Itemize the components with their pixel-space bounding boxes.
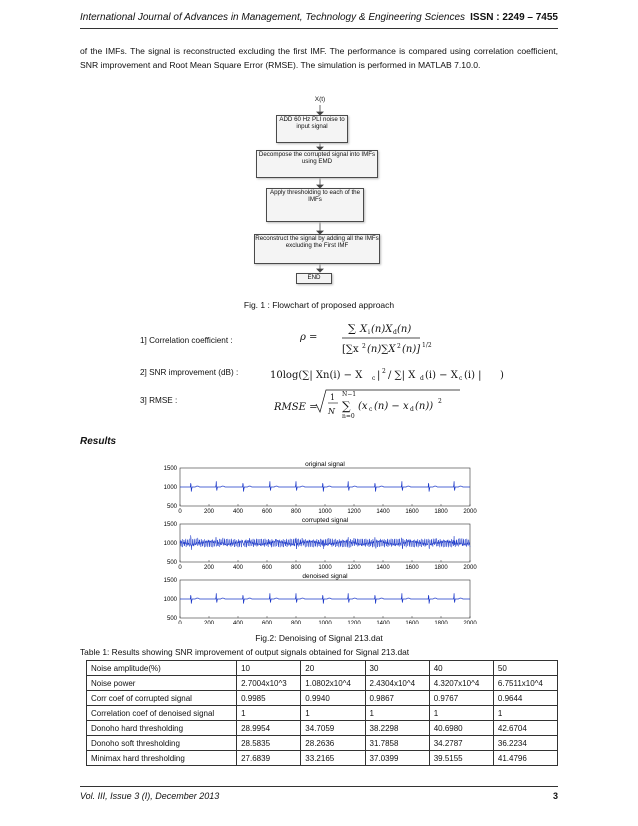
flowchart-end: END [296,273,332,284]
flowchart-step-add-noise: ADD 60 Hz PLI noise to input signal [276,115,348,143]
table-cell: 38.2298 [365,721,429,736]
svg-text:2: 2 [397,343,401,350]
y-tick-label: 500 [166,560,177,566]
x-tick-label: 1000 [318,509,332,515]
x-tick-label: 2000 [463,565,477,571]
svg-text:2: 2 [438,398,442,405]
denoising-charts [140,456,480,624]
table-cell: 4.3207x10^4 [429,676,493,691]
svg-text:|: | [377,370,381,381]
table-caption: Table 1: Results showing SNR improvement of output signals obtained for Signal 213.dat [80,647,410,657]
svg-text:N: N [328,407,335,416]
flowchart-start: X(t) [314,96,326,103]
svg-text:d: d [420,375,424,382]
header-rule [80,28,558,29]
x-tick-label: 600 [261,565,273,571]
svg-text:N−1: N−1 [342,391,357,398]
svg-text:c: c [372,375,376,382]
x-tick-label: 800 [290,509,302,515]
x-tick-label: 1400 [376,509,390,515]
x-tick-label: 1400 [376,621,390,624]
svg-text:/ ∑| X: / ∑| X [388,370,416,381]
y-tick-label: 1500 [163,522,177,528]
svg-text:(n) − x: (n) − x [374,401,409,412]
svg-text:n=0: n=0 [342,413,355,420]
table-row [87,676,558,691]
table-row-header-cell: Correlation coef of denoised signal [87,706,237,721]
table-cell: 50 [493,661,557,676]
volume-info: Vol. III, Issue 3 (I), December 2013 [80,791,220,801]
x-tick-label: 600 [261,509,273,515]
table-cell: 39.5155 [429,751,493,766]
x-tick-label: 400 [232,509,244,515]
svg-text:∑: ∑ [348,322,356,335]
x-tick-label: 200 [203,621,215,624]
table-cell: 0.9985 [237,691,301,706]
x-tick-label: 1600 [405,565,419,571]
table-row [87,706,558,721]
x-tick-label: 1200 [347,565,361,571]
table-cell: 2.4304x10^4 [365,676,429,691]
svg-text:(n)∑X: (n)∑X [367,344,396,355]
svg-text:10log(∑| Xn(i) − X: 10log(∑| Xn(i) − X [270,370,363,381]
x-tick-label: 1600 [405,509,419,515]
svg-text:(n): (n) [397,324,412,335]
table-cell: 30 [365,661,429,676]
x-tick-label: 2000 [463,621,477,624]
signal-line [180,535,470,550]
x-tick-label: 800 [290,621,302,624]
x-tick-label: 1000 [318,621,332,624]
table-cell: 6.7511x10^4 [493,676,557,691]
table-row-header-cell: Noise power [87,676,237,691]
x-tick-label: 800 [290,565,302,571]
svg-text:(x: (x [358,401,368,412]
body-paragraph: of the IMFs. The signal is reconstructed excluding the first IMF. The performance is compared using correlation coefficient, SNR improvement and Root Mean Square Error (RMSE). The simulation is performed in MATLAB 7.10.0. [80,46,558,70]
table-cell: 0.9867 [365,691,429,706]
y-tick-label: 500 [166,616,177,622]
y-tick-label: 1000 [163,597,177,603]
chart-title: denoised signal [302,573,348,580]
table-cell: 1 [493,706,557,721]
svg-text:i: i [368,329,370,336]
issn: ISSN : 2249 – 7455 [470,12,558,23]
table-cell: 37.0399 [365,751,429,766]
flowchart-step-threshold: Apply thresholding to each of the IMFs [266,188,364,222]
x-tick-label: 1800 [434,621,448,624]
y-tick-label: 1500 [163,466,177,472]
x-tick-label: 1800 [434,509,448,515]
table-row-header-cell: Minimax hard thresholding [87,751,237,766]
y-tick-label: 500 [166,504,177,510]
x-tick-label: 0 [178,509,182,515]
x-tick-label: 400 [232,621,244,624]
x-tick-label: 600 [261,621,273,624]
signal-line [180,593,470,603]
table-cell: 28.2636 [301,736,365,751]
table-cell: 1 [365,706,429,721]
x-tick-label: 2000 [463,509,477,515]
table-row-header-cell: Noise amplitude(%) [87,661,237,676]
svg-text:c: c [369,406,373,413]
svg-text:c: c [459,375,463,382]
svg-text:(n)]: (n)] [402,344,421,355]
svg-text:(n)X: (n)X [371,324,393,335]
table-cell: 28.5835 [237,736,301,751]
x-tick-label: 1600 [405,621,419,624]
svg-text:(i) − X: (i) − X [425,370,458,381]
table-row [87,751,558,766]
table-cell: 34.7059 [301,721,365,736]
equation-label-correlation: 1] Correlation coefficient : [140,336,233,345]
results-heading: Results [80,436,117,447]
x-tick-label: 1400 [376,565,390,571]
x-tick-label: 1800 [434,565,448,571]
chart-title: original signal [305,461,345,468]
table-cell: 20 [301,661,365,676]
table-cell: 42.6704 [493,721,557,736]
svg-text:1: 1 [330,393,336,402]
svg-text:X: X [360,324,368,335]
journal-title: International Journal of Advances in Management, Technology & Engineering Sciences [80,12,466,23]
equations-graphic [270,312,530,430]
table-cell: 41.4796 [493,751,557,766]
x-tick-label: 1200 [347,509,361,515]
table-row-header-cell: Donoho soft thresholding [87,736,237,751]
table-cell: 28.9954 [237,721,301,736]
table-cell: 1 [237,706,301,721]
x-tick-label: 200 [203,509,215,515]
svg-text:2: 2 [382,368,386,375]
x-tick-label: 1200 [347,621,361,624]
table-cell: 31.7858 [365,736,429,751]
table-cell: 0.9644 [493,691,557,706]
signal-line [180,481,470,491]
table-cell: 0.9767 [429,691,493,706]
y-tick-label: 1500 [163,578,177,584]
table-cell: 1.0802x10^4 [301,676,365,691]
svg-text:(n)): (n)) [415,401,434,412]
table-row-header-cell: Donoho hard thresholding [87,721,237,736]
svg-text:(i) |: (i) | [464,370,482,381]
table-cell: 1 [429,706,493,721]
svg-text:1/2: 1/2 [422,342,432,349]
page-number: 3 [552,791,558,801]
x-tick-label: 400 [232,565,244,571]
flowchart-step-reconstruct: Reconstruct the signal by adding all the IMFs excluding the First IMF [254,234,380,264]
x-tick-label: 1000 [318,565,332,571]
results-table [86,660,558,766]
fig1-caption: Fig. 1 : Flowchart of proposed approach [243,300,395,310]
svg-text:ρ =: ρ = [300,332,318,343]
table-cell: 10 [237,661,301,676]
svg-text:RMSE =: RMSE = [274,402,318,413]
flowchart [240,96,400,292]
y-tick-label: 1000 [163,485,177,491]
chart-title: corrupted signal [301,517,349,524]
flowchart-step-decompose: Decompose the corrupted signal into IMFs using EMD [256,150,378,178]
footer-rule [80,786,558,787]
x-tick-label: 200 [203,565,215,571]
equation-label-rmse: 3] RMSE : [140,396,178,405]
svg-text:): ) [500,370,504,381]
table-cell: 27.6839 [237,751,301,766]
table-cell: 2.7004x10^3 [237,676,301,691]
svg-text:d: d [393,329,397,336]
svg-text:d: d [410,406,414,413]
table-cell: 36.2234 [493,736,557,751]
table-row [87,736,558,751]
table-cell: 0.9940 [301,691,365,706]
equation-label-snr: 2] SNR improvement (dB) : [140,368,239,377]
fig2-caption: Fig.2: Denoising of Signal 213.dat [255,633,383,643]
x-tick-label: 0 [178,621,182,624]
table-row-header-cell: Corr coef of corrupted signal [87,691,237,706]
table-cell: 1 [301,706,365,721]
x-tick-label: 0 [178,565,182,571]
svg-text:[∑x: [∑x [342,344,359,355]
table-row [87,721,558,736]
svg-text:2: 2 [362,343,366,350]
table-cell: 34.2787 [429,736,493,751]
y-tick-label: 1000 [163,541,177,547]
table-cell: 40.6980 [429,721,493,736]
table-row [87,661,558,676]
table-cell: 40 [429,661,493,676]
table-cell: 33.2165 [301,751,365,766]
table-row [87,691,558,706]
svg-text:∑: ∑ [342,399,351,413]
